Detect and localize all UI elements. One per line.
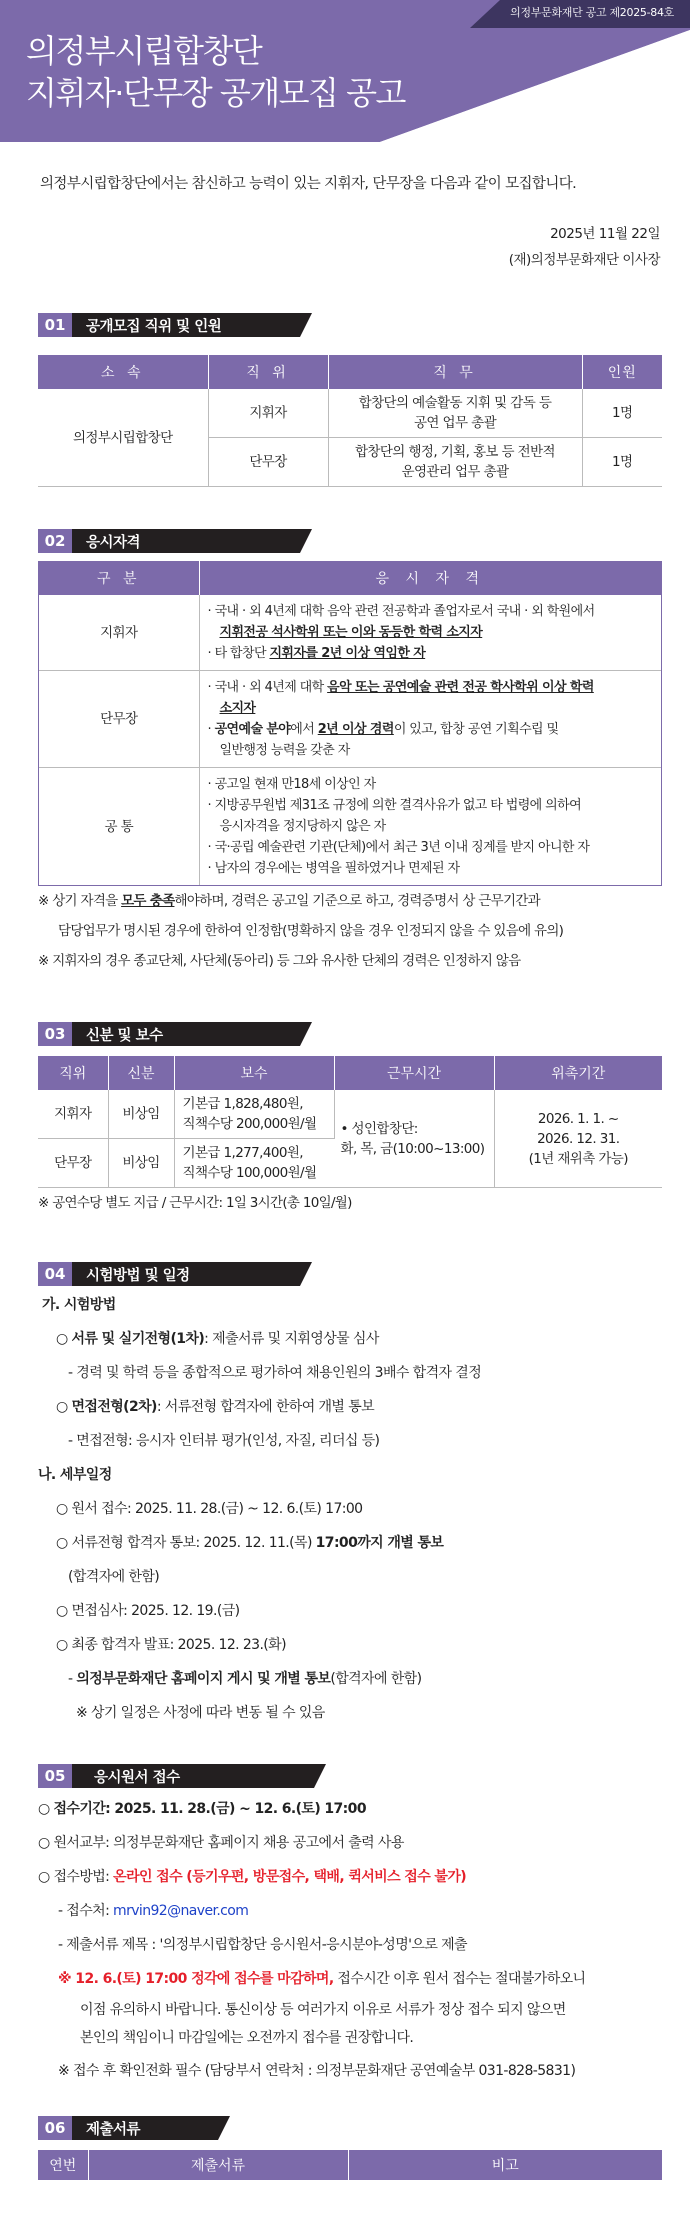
date-block xyxy=(0,193,690,273)
table-row xyxy=(39,671,661,768)
note-1: ※ 상기 자격을 모두 충족해야하며, 경력은 공고일 기준으로 하고, 경력증명서 상 근무기간과 xyxy=(38,893,540,909)
note-1-cont: 담당업무가 명시된 경우에 한하여 인정함(명확하지 않을 경우 인정되지 않을 수 있음에 유의) xyxy=(58,923,564,939)
table-header-row xyxy=(38,2150,662,2180)
notice-date: 2025년 11월 22일 xyxy=(550,226,660,242)
section-5-header xyxy=(38,1764,314,1788)
col-term: 위촉기간 xyxy=(494,1056,662,1090)
list-item: - 접수처: mrvin92@naver.com xyxy=(58,1903,249,1919)
duty-cell: 합창단의 행정, 기획, 홍보 등 전반적 운영관리 업무 총괄 xyxy=(328,438,582,487)
list-item: 본인의 책임이니 마감일에는 오전까지 접수를 권장합니다. xyxy=(80,2030,414,2046)
org-cell: 의정부시립합창단 xyxy=(38,389,208,487)
qualification-notes xyxy=(38,886,690,976)
category-cell: 지휘자 xyxy=(39,595,199,671)
application-block xyxy=(38,1792,690,2090)
count-cell: 1명 xyxy=(582,389,662,438)
pay-cell: 기본급 1,277,400원, 직책수당 100,000원/월 xyxy=(174,1139,334,1188)
title-line-2: 지휘자·단무장 공개모집 공고 xyxy=(26,74,405,112)
col-org: 소 속 xyxy=(38,355,208,389)
qualification-cell: · 공고일 현재 만18세 이상인 자 · 지방공무원법 제31조 규정에 의한 결격사유가 없고 타 법령에 의하여 응시자격을 정지당하지 않은 자 · 국·공립 예술관련 기관(단체)에서 최근 3년 이내 징계를 받지 아니한 자 · 남자의 경우에는 병역을 필하였거나 면제된 자 xyxy=(207,777,590,876)
list-item: ○ 면접전형(2차): 서류전형 합격자에 한하여 개별 통보 xyxy=(56,1399,375,1415)
pay-note: ※ 공연수당 별도 지급 / 근무시간: 1일 3시간(총 10일/월) xyxy=(38,1195,352,1211)
category-cell: 공 통 xyxy=(39,768,199,886)
col-duty: 직 무 xyxy=(328,355,582,389)
section-title: 공개모집 직위 및 인원 xyxy=(86,318,222,335)
position-cell: 지휘자 xyxy=(208,389,328,438)
col-hours: 근무시간 xyxy=(334,1056,494,1090)
table-row xyxy=(39,595,661,671)
method-heading: 가. 시험방법 xyxy=(42,1297,116,1313)
list-item: ○ 면접심사: 2025. 12. 19.(금) xyxy=(56,1603,240,1619)
section-title: 응시원서 접수 xyxy=(94,1769,180,1786)
list-item: ○ 원서교부: 의정부문화재단 홈페이지 채용 공고에서 출력 사용 xyxy=(38,1835,404,1851)
list-item: ○ 서류전형 합격자 통보: 2025. 12. 11.(목) 17:00까지 개별 통보 xyxy=(56,1535,444,1551)
list-item: - 의정부문화재단 홈페이지 게시 및 개별 통보(합격자에 한함) xyxy=(68,1671,422,1687)
section-number: 04 xyxy=(38,1262,72,1286)
col-qualification: 응 시 자 격 xyxy=(199,561,661,595)
col-no: 연번 xyxy=(38,2150,88,2180)
schedule-block xyxy=(38,1288,690,1730)
qualification-table-wrap xyxy=(38,561,662,886)
pay-cell: 기본급 1,828,480원, 직책수당 200,000원/월 xyxy=(174,1090,334,1139)
section-3-header xyxy=(38,1022,300,1046)
qualification-table xyxy=(39,561,661,885)
col-document: 제출서류 xyxy=(88,2150,348,2180)
list-item: ○ 서류 및 실기전형(1차): 제출서류 및 지휘영상물 심사 xyxy=(56,1331,379,1347)
table-header-row xyxy=(38,355,662,389)
status-cell: 비상임 xyxy=(108,1090,174,1139)
list-item: ※ 12. 6.(토) 17:00 정각에 접수를 마감하며, 접수시간 이후 원서 접수는 절대불가하오니 xyxy=(58,1971,586,1987)
table-row xyxy=(39,768,661,886)
list-item: (합격자에 한함) xyxy=(68,1569,160,1585)
list-item: 이점 유의하시 바랍니다. 통신이상 등 여러가지 이유로 서류가 정상 접수 되지 않으면 xyxy=(80,2002,566,2018)
table-header-row xyxy=(39,561,661,595)
qualification-cell: · 국내 · 외 4년제 대학 음악 또는 공연예술 관련 전공 학사학위 이상 학력 소지자 · 공연예술 분야에서 2년 이상 경력이 있고, 합창 공연 기획수립 및 일반행정 능력을 갖춘 자 xyxy=(199,671,661,768)
table-header-row xyxy=(38,1056,662,1090)
count-cell: 1명 xyxy=(582,438,662,487)
documents-table xyxy=(38,2150,662,2180)
section-number: 02 xyxy=(38,529,72,553)
list-item: ○ 접수방법: 온라인 접수 (등기우편, 방문접수, 택배, 퀵서비스 접수 불가) xyxy=(38,1869,467,1885)
section-1-header xyxy=(38,313,300,337)
title-line-1: 의정부시립합창단 xyxy=(26,32,262,70)
hours-cell: • 성인합창단: 화, 목, 금(10:00~13:00) xyxy=(334,1090,494,1188)
list-item: ○ 접수기간: 2025. 11. 28.(금) ~ 12. 6.(토) 17:00 xyxy=(38,1801,366,1817)
list-item: - 면접전형: 응시자 인터뷰 평가(인성, 자질, 리더십 등) xyxy=(68,1433,380,1449)
status-pay-table xyxy=(38,1056,662,1188)
duty-cell: 합창단의 예술활동 지휘 및 감독 등 공연 업무 총괄 xyxy=(328,389,582,438)
list-item: ○ 최종 합격자 발표: 2025. 12. 23.(화) xyxy=(56,1637,286,1653)
term-cell: 2026. 1. 1. ~ 2026. 12. 31. (1년 재위촉 가능) xyxy=(494,1090,662,1188)
positions-table xyxy=(38,355,662,487)
page-title xyxy=(26,30,405,114)
position-cell: 지휘자 xyxy=(38,1090,108,1139)
list-item: ※ 상기 일정은 사정에 따라 변동 될 수 있음 xyxy=(76,1705,325,1721)
note-2: ※ 지휘자의 경우 종교단체, 사단체(동아리) 등 그와 유사한 단체의 경력은 인정하지 않음 xyxy=(38,953,521,969)
email-link[interactable]: mrvin92@naver.com xyxy=(113,1903,249,1919)
section-title: 신분 및 보수 xyxy=(86,1027,163,1044)
category-cell: 단무장 xyxy=(39,671,199,768)
section-2-header xyxy=(38,529,300,553)
section-title: 시험방법 및 일정 xyxy=(86,1267,190,1284)
col-pay: 보수 xyxy=(174,1056,334,1090)
section-number: 06 xyxy=(38,2116,72,2140)
col-remark: 비고 xyxy=(348,2150,662,2180)
schedule-heading: 나. 세부일정 xyxy=(38,1467,112,1483)
intro-text: 의정부시립합창단에서는 참신하고 능력이 있는 지휘자, 단무장을 다음과 같이 모집합니다. xyxy=(40,176,577,192)
col-position: 직 위 xyxy=(208,355,328,389)
section-4-header xyxy=(38,1262,300,1286)
status-cell: 비상임 xyxy=(108,1139,174,1188)
table-row xyxy=(38,389,662,438)
section-number: 03 xyxy=(38,1022,72,1046)
doc-number: 의정부문화재단 공고 제2025-84호 xyxy=(510,6,674,19)
col-status: 신분 xyxy=(108,1056,174,1090)
list-item: ※ 접수 후 확인전화 필수 (담당부서 연락처 : 의정부문화재단 공연예술부 031-828-5831) xyxy=(58,2063,576,2079)
section-number: 01 xyxy=(38,313,72,337)
table-row xyxy=(38,1090,662,1139)
col-category: 구 분 xyxy=(39,561,199,595)
section-6-header xyxy=(38,2116,218,2140)
col-position: 직위 xyxy=(38,1056,108,1090)
header-banner xyxy=(0,0,690,142)
issuer: (재)의정부문화재단 이사장 xyxy=(508,252,660,268)
section-title: 응시자격 xyxy=(86,534,141,551)
list-item: - 제출서류 제목 : '의정부시립합창단 응시원서-응시분야-성명'으로 제출 xyxy=(58,1937,467,1953)
list-item: ○ 원서 접수: 2025. 11. 28.(금) ~ 12. 6.(토) 17:00 xyxy=(56,1501,363,1517)
position-cell: 단무장 xyxy=(38,1139,108,1188)
section-title: 제출서류 xyxy=(86,2121,141,2138)
qualification-cell: · 국내 · 외 4년제 대학 음악 관련 전공학과 졸업자로서 국내 · 외 학원에서 지휘전공 석사학위 또는 이와 동등한 학력 소지자 · 타 합창단 지휘자를 2년 이상 역임한 자 xyxy=(199,595,661,671)
position-cell: 단무장 xyxy=(208,438,328,487)
section-number: 05 xyxy=(38,1764,72,1788)
col-count: 인원 xyxy=(582,355,662,389)
list-item: - 경력 및 학력 등을 종합적으로 평가하여 채용인원의 3배수 합격자 결정 xyxy=(68,1365,482,1381)
